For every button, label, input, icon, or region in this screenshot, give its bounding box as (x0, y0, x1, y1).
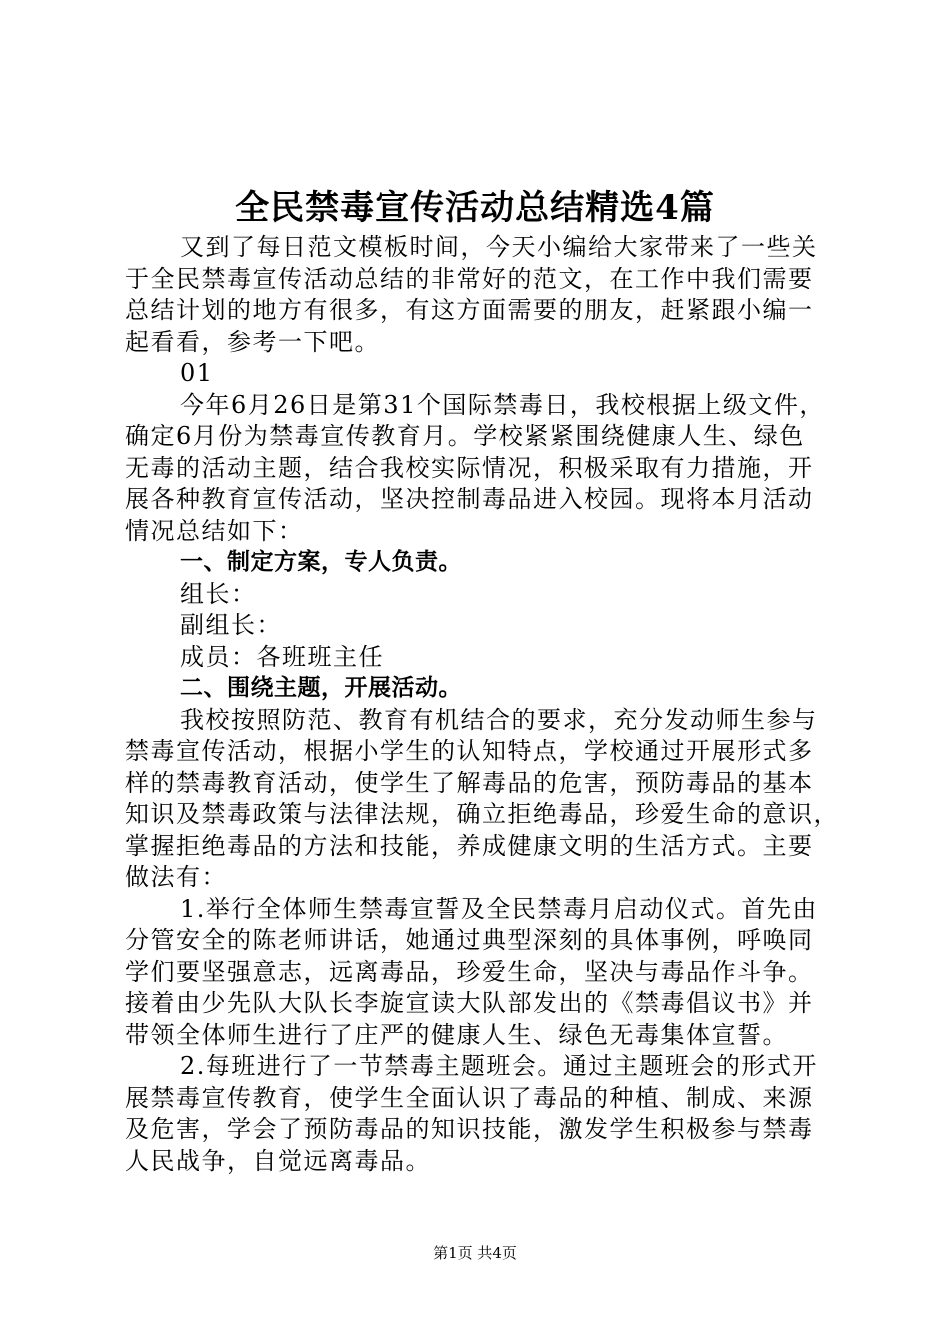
paragraph-line: 接着由少先队大队长李旋宣读大队部发出的《禁毒倡议书》并 (125, 989, 814, 1017)
paragraph-line: 1.举行全体师生禁毒宣誓及全民禁毒月启动仪式。首先由 (180, 894, 818, 923)
paragraph-line: 样的禁毒教育活动，使学生了解毒品的危害，预防毒品的基本 (125, 768, 814, 797)
paragraph-line: 分管安全的陈老师讲话，她通过典型深刻的具体事例，呼唤同 (125, 926, 814, 954)
paragraph-line: 禁毒宣传活动，根据小学生的认知特点，学校通过开展形式多 (125, 737, 814, 765)
paragraph-line: 起看看，参考一下吧。 (125, 327, 380, 356)
paragraph-line: 学们要坚强意志，远离毒品，珍爱生命，坚决与毒品作斗争。 (125, 957, 814, 986)
paragraph-line: 及危害，学会了预防毒品的知识技能，激发学生积极参与禁毒 (125, 1115, 814, 1143)
document-title: 全民禁毒宣传活动总结精选4篇 (235, 188, 715, 228)
paragraph-line: 知识及禁毒政策与法律法规，确立拒绝毒品，珍爱生命的意识， (125, 800, 839, 828)
page-footer: 第1页 共4页 (433, 1244, 517, 1262)
section-heading: 一、制定方案，专人负责。 (180, 549, 462, 575)
paragraph-line: 我校按照防范、教育有机结合的要求，充分发动师生参与 (180, 705, 818, 734)
paragraph-line: 无毒的活动主题，结合我校实际情况，积极采取有力措施，开 (125, 453, 814, 482)
paragraph-line: 今年6月26日是第31个国际禁毒日，我校根据上级文件， (180, 390, 825, 419)
paragraph-line: 2.每班进行了一节禁毒主题班会。通过主题班会的形式开 (180, 1052, 818, 1080)
paragraph-line: 人民战争，自觉远离毒品。 (125, 1146, 431, 1175)
paragraph-line: 副组长： (180, 611, 282, 639)
section-heading: 二、围绕主题，开展活动。 (180, 675, 462, 701)
paragraph-line: 成员：各班班主任 (180, 642, 384, 671)
paragraph-line: 总结计划的地方有很多，有这方面需要的朋友，赶紧跟小编一 (125, 296, 814, 324)
paragraph-line: 带领全体师生进行了庄严的健康人生、绿色无毒集体宣誓。 (125, 1020, 788, 1049)
paragraph-line: 组长： (180, 579, 257, 608)
paragraph-line: 展禁毒宣传教育，使学生全面认识了毒品的种植、制成、来源 (125, 1083, 814, 1112)
paragraph-line: 情况总结如下： (125, 516, 304, 545)
paragraph-line: 掌握拒绝毒品的方法和技能，养成健康文明的生活方式。主要 (125, 831, 814, 860)
paragraph-line: 做法有： (125, 863, 227, 891)
paragraph-line: 又到了每日范文模板时间，今天小编给大家带来了一些关 (180, 233, 818, 261)
paragraph-line: 于全民禁毒宣传活动总结的非常好的范文，在工作中我们需要 (125, 264, 814, 293)
section-number: 01 (180, 359, 214, 387)
paragraph-line: 展各种教育宣传活动，坚决控制毒品进入校园。现将本月活动 (125, 485, 814, 513)
document-body (125, 232, 839, 1177)
paragraph-line: 确定6月份为禁毒宣传教育月。学校紧紧围绕健康人生、绿色 (125, 422, 805, 450)
